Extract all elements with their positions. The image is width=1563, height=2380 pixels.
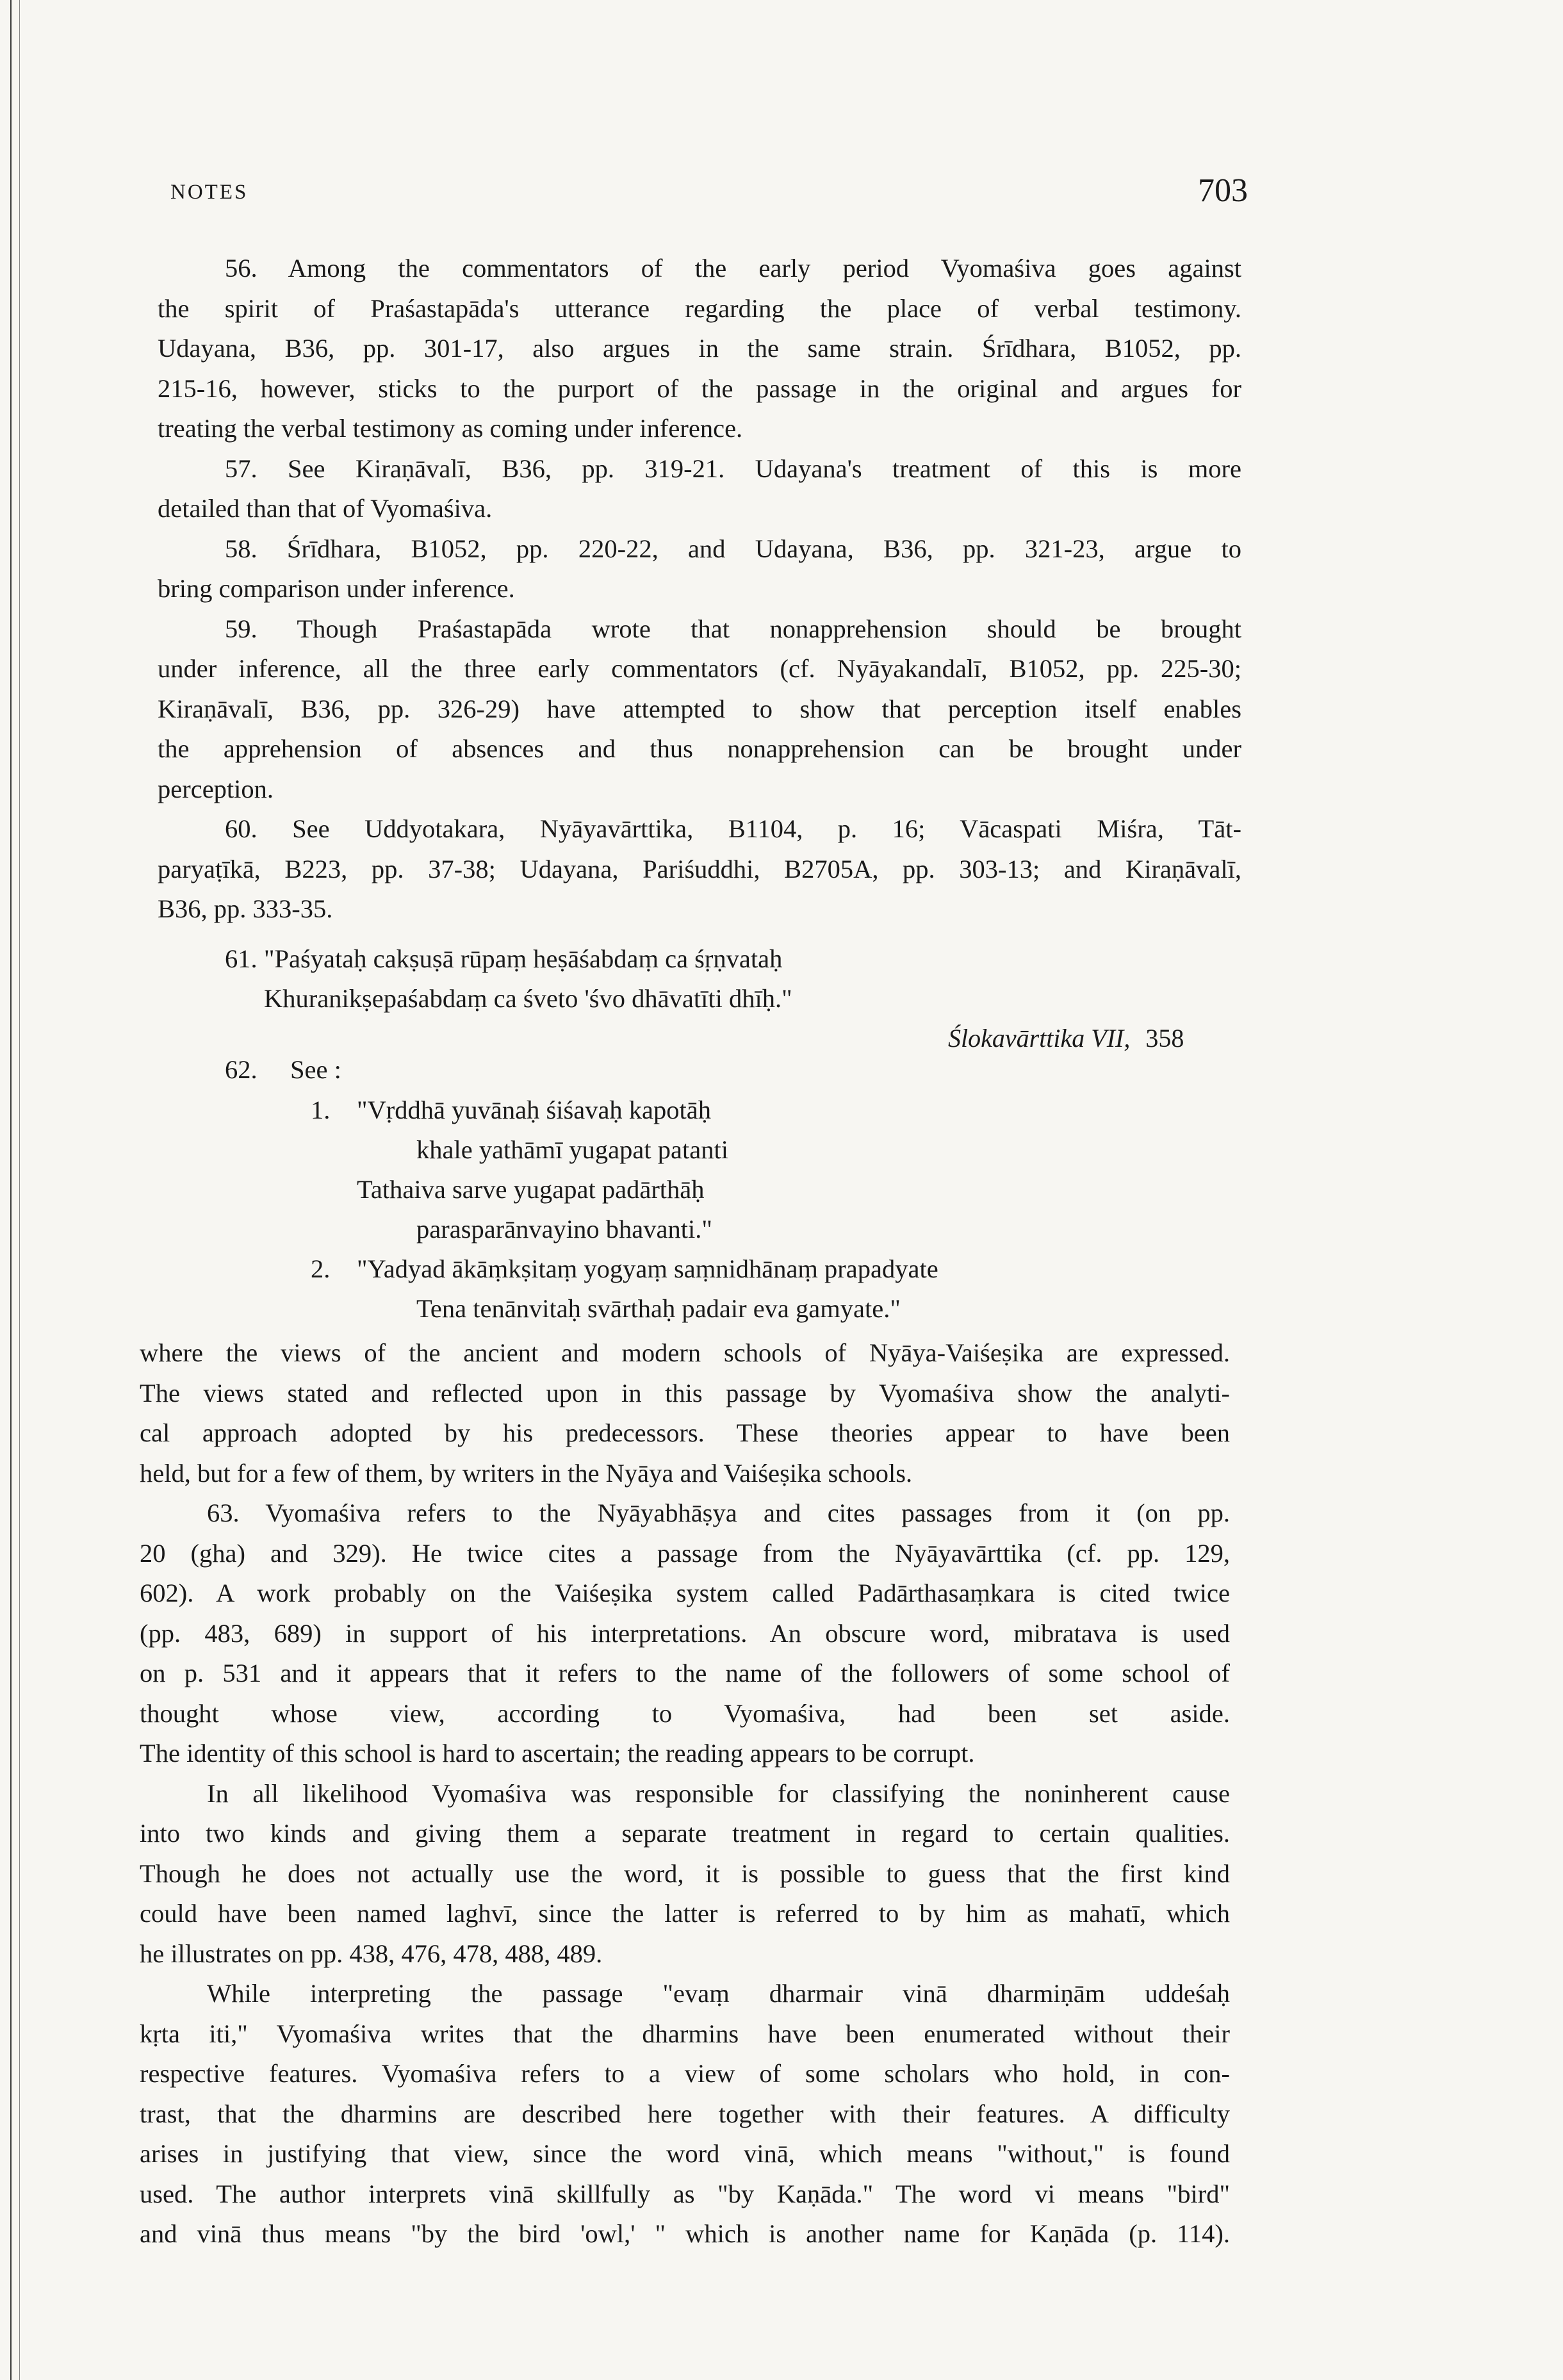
- text-line: 58. Śrīdhara, B1052, pp. 220-22, and Udayana, B36, pp. 321-23, argue to: [225, 534, 1241, 563]
- verse-number: 2.: [311, 1254, 331, 1283]
- text-line: the apprehension of absences and thus nonapprehension can be brought under: [158, 734, 1241, 763]
- source-title: Ślokavārttika VII,: [948, 1024, 1131, 1053]
- text-line: 60. See Uddyotakara, Nyāyavārttika, B1104, p. 16; Vācaspati Miśra, Tāt-: [225, 814, 1241, 843]
- page-number: 703: [1198, 172, 1248, 209]
- text-line: While interpreting the passage "evaṃ dharmair vinā dharmiṇām uddeśaḥ: [207, 1979, 1230, 2008]
- verse-line: "Yadyad ākāṃkṣitaṃ yogyaṃ saṃnidhānaṃ prapadyate: [357, 1254, 938, 1283]
- text-line: arises in justifying that view, since the word vinā, which means "without," is found: [140, 2139, 1230, 2168]
- text-line: treating the verbal testimony as coming under inference.: [158, 414, 743, 443]
- text-line: used. The author interprets vinā skillfully as "by Kaṇāda." The word vi means "bird": [140, 2179, 1230, 2208]
- text-line: 56. Among the commentators of the early period Vyomaśiva goes against: [225, 254, 1241, 283]
- text-line: could have been named laghvī, since the latter is referred to by him as mahatī, which: [140, 1899, 1230, 1928]
- text-line: 63. Vyomaśiva refers to the Nyāyabhāṣya and cites passages from it (on pp.: [207, 1498, 1230, 1527]
- notes-block-b: [140, 1333, 1230, 2254]
- verse-line: Khuranikṣepaśabdaṃ ca śveto 'śvo dhāvatīti dhīḥ.": [264, 984, 792, 1013]
- verse-line: "Paśyataḥ cakṣuṣā rūpaṃ heṣāśabdaṃ ca śṛṇvataḥ: [264, 944, 783, 973]
- source-number: 358: [1145, 1024, 1184, 1053]
- text-line: paryaṭīkā, B223, pp. 37-38; Udayana, Pariśuddhi, B2705A, pp. 303-13; and Kiraṇāvalī,: [158, 854, 1241, 883]
- text-line: thought whose view, according to Vyomaśiva, had been set aside.: [140, 1698, 1230, 1728]
- text-line: Udayana, B36, pp. 301-17, also argues in the same strain. Śrīdhara, B1052, pp.: [158, 334, 1241, 363]
- verse-line: Tena tenānvitaḥ svārthaḥ padair eva gamyate.": [416, 1294, 901, 1323]
- page-edge-line: [19, 0, 20, 2380]
- page-edge-line: [10, 0, 12, 2380]
- verse-source: [948, 1023, 1184, 1053]
- text-line: the spirit of Praśastapāda's utterance regarding the place of verbal testimony.: [158, 293, 1241, 323]
- text-line: held, but for a few of them, by writers in the Nyāya and Vaiśeṣika schools.: [140, 1458, 913, 1488]
- text-line: 215-16, however, sticks to the purport of the passage in the original and argues for: [158, 373, 1241, 403]
- text-line: Though he does not actually use the word, it is possible to guess that the first kind: [140, 1859, 1230, 1888]
- text-line: In all likelihood Vyomaśiva was responsible for classifying the noninherent cause: [207, 1778, 1230, 1808]
- text-line: detailed than that of Vyomaśiva.: [158, 494, 493, 523]
- text-line: trast, that the dharmins are described here together with their features. A difficulty: [140, 2099, 1230, 2128]
- running-head: NOTES: [170, 181, 249, 204]
- notes-block-a: [158, 249, 1241, 930]
- text-line: 57. See Kiraṇāvalī, B36, pp. 319-21. Udayana's treatment of this is more: [225, 454, 1241, 483]
- text-line: perception.: [158, 774, 274, 803]
- text-line: Kiraṇāvalī, B36, pp. 326-29) have attempted to show that perception itself enables: [158, 694, 1241, 723]
- verse-line: khale yathāmī yugapat patanti: [416, 1135, 728, 1164]
- verse-line: Tathaiva sarve yugapat padārthāḥ: [357, 1175, 705, 1204]
- verse-line: "Vṛddhā yuvānaḥ śiśavaḥ kapotāḥ: [357, 1096, 711, 1124]
- text-line: 602). A work probably on the Vaiśeṣika system called Padārthasaṃkara is cited twice: [140, 1579, 1230, 1607]
- text-line: under inference, all the three early commentators (cf. Nyāyakandalī, B1052, pp. 225-30;: [158, 654, 1241, 683]
- note-62-number: 62.: [225, 1055, 258, 1084]
- text-line: 20 (gha) and 329). He twice cites a passage from the Nyāyavārttika (cf. pp. 129,: [140, 1538, 1230, 1568]
- text-line: B36, pp. 333-35.: [158, 894, 333, 923]
- text-line: kṛta iti," Vyomaśiva writes that the dharmins have been enumerated without their: [140, 2019, 1230, 2048]
- text-line: on p. 531 and it appears that it refers to the name of the followers of some school of: [140, 1659, 1230, 1687]
- text-line: cal approach adopted by his predecessors. These theories appear to have been: [140, 1418, 1230, 1447]
- text-line: respective features. Vyomaśiva refers to a view of some scholars who hold, in con-: [140, 2059, 1230, 2088]
- see-label: See :: [290, 1055, 341, 1084]
- text-line: where the views of the ancient and modern schools of Nyāya-Vaiśeṣika are expressed.: [140, 1338, 1230, 1367]
- text-line: he illustrates on pp. 438, 476, 478, 488, 489.: [140, 1939, 603, 1968]
- verse-number: 1.: [311, 1096, 331, 1124]
- text-line: The identity of this school is hard to ascertain; the reading appears to be corrupt.: [140, 1739, 975, 1768]
- text-line: bring comparison under inference.: [158, 574, 515, 603]
- text-line: into two kinds and giving them a separate treatment in regard to certain qualities.: [140, 1819, 1230, 1848]
- text-line: (pp. 483, 689) in support of his interpretations. An obscure word, mibratava is used: [140, 1618, 1230, 1648]
- text-line: and vinā thus means "by the bird 'owl,' " which is another name for Kaṇāda (p. 114).: [140, 2219, 1230, 2248]
- text-line: The views stated and reflected upon in this passage by Vyomaśiva show the analyti-: [140, 1378, 1230, 1407]
- text-line: 59. Though Praśastapāda wrote that nonapprehension should be brought: [225, 614, 1241, 643]
- verse-line: parasparānvayino bhavanti.": [416, 1215, 712, 1243]
- note-61-number: 61.: [225, 944, 258, 973]
